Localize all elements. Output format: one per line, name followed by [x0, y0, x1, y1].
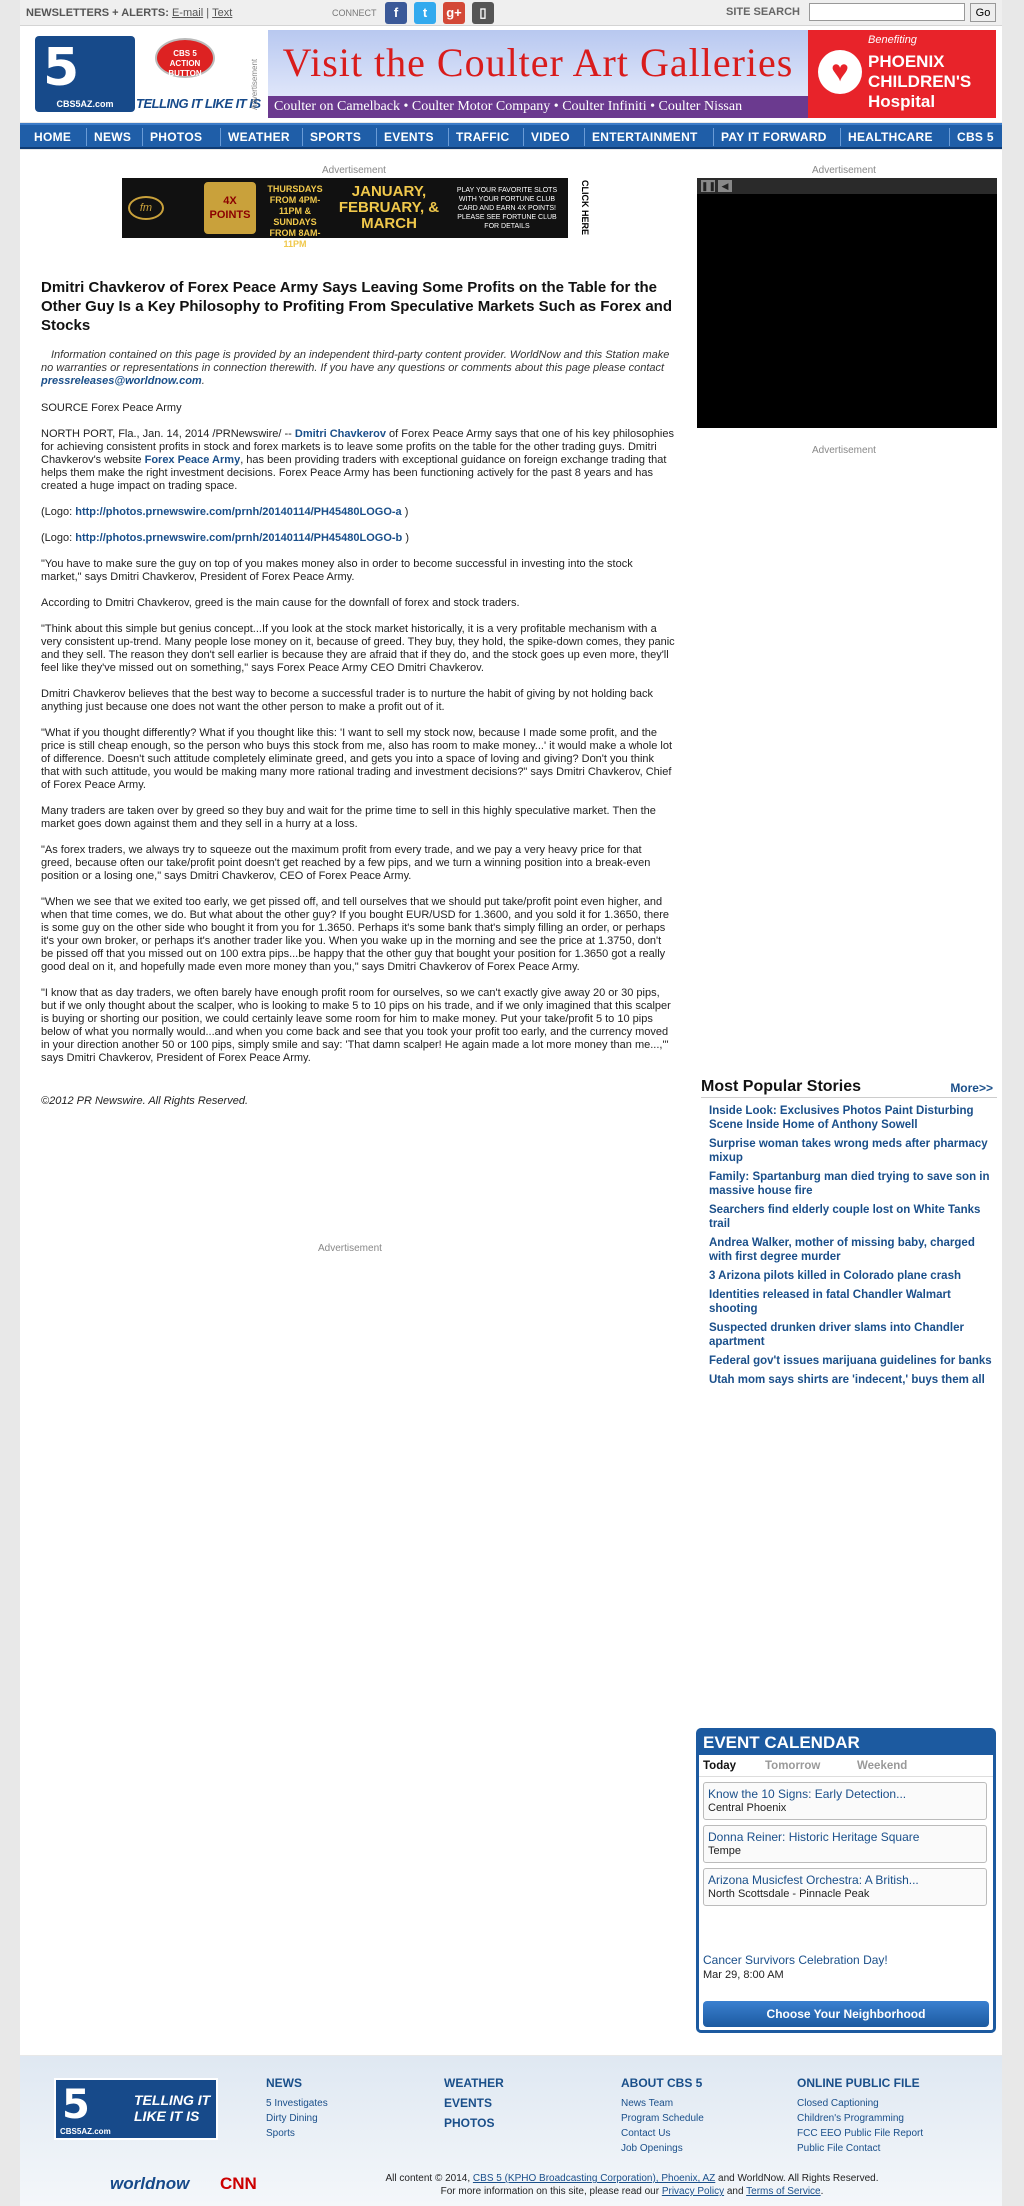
footer-link[interactable]: FCC EEO Public File Report — [797, 2128, 924, 2139]
nav-cbs-5[interactable]: CBS 5 — [957, 130, 994, 144]
footer-link[interactable]: Public File Contact — [797, 2143, 881, 2154]
article — [41, 278, 675, 1121]
fm-logo: fm — [128, 196, 164, 220]
ad-months: JANUARY, FEBRUARY, & MARCH — [338, 183, 440, 232]
popular-story-link[interactable]: Inside Look: Exclusives Photos Paint Disturbing Scene Inside Home of Anthony Sowell — [709, 1105, 974, 1131]
article-paragraph: "As forex traders, we always try to squeeze out the maximum profit from every trade, and we pay a very heavy price for that greed, because often our take/profit point doesn't get reached by a few pips, and we turn a winning position into a break-even position or a losing one," says Dmitri Chavkerov, CEO of Forex Peace Army. — [41, 844, 651, 882]
twitter-icon[interactable]: t — [414, 2, 436, 24]
article-source: SOURCE Forex Peace Army — [41, 402, 182, 414]
separator: | — [206, 7, 210, 19]
video-control-bar — [697, 178, 997, 194]
featured-event-date: Mar 29, 8:00 AM — [703, 1969, 784, 1981]
footer-link[interactable]: Job Openings — [621, 2143, 683, 2154]
site-footer — [20, 2056, 1002, 2206]
event-item[interactable] — [703, 1825, 987, 1863]
article-paragraph: "You have to make sure the guy on top of you makes money also in order to become successful in investing into the stock market," says Dmitri Chavkerov, President of Forex Peace Army. — [41, 558, 633, 583]
top-banner-ad[interactable] — [122, 178, 590, 249]
footer-logo[interactable] — [54, 2078, 218, 2140]
footer-events-heading[interactable]: EVENTS — [444, 2096, 493, 2110]
nav-separator — [86, 128, 87, 146]
nav-home[interactable]: HOME — [34, 130, 72, 144]
logo-b-link[interactable]: http://photos.prnewswire.com/prnh/20140114/PH45480LOGO-b — [75, 532, 403, 544]
event-item-location: Central Phoenix — [708, 1802, 787, 1814]
lede-text-c: , has been providing traders with exceptional guidance on foreign exchange trading that helps them make the right investment decisions. Forex Peace Army has been functioning actively for the past 8 years and has created a huge impact on trading space. — [41, 454, 667, 492]
nav-events[interactable]: EVENTS — [384, 130, 434, 144]
choose-neighborhood-button[interactable]: Choose Your Neighborhood — [703, 2001, 989, 2027]
copyright-text-a: All content © 2014, — [385, 2173, 473, 2184]
footer-logo-tagline: TELLING IT LIKE IT IS — [134, 2092, 211, 2124]
footer-opf-heading[interactable]: ONLINE PUBLIC FILE — [797, 2076, 920, 2090]
event-item[interactable] — [703, 1782, 987, 1820]
right-ad-label: Advertisement — [812, 445, 876, 456]
footer-about-column — [621, 2076, 704, 2156]
footer-link[interactable]: Children's Programming — [797, 2113, 904, 2124]
footer-logo-site: CBS5AZ.com — [60, 2127, 111, 2136]
logo-a-line — [41, 506, 675, 519]
search-go-button[interactable]: Go — [970, 3, 996, 22]
footer-bottom — [20, 2168, 1002, 2206]
worldnow-logo[interactable]: worldnow — [110, 2174, 190, 2193]
policy-period: . — [820, 2186, 824, 2197]
footer-weather-heading[interactable]: WEATHER — [444, 2076, 504, 2090]
event-item-title[interactable]: Donna Reiner: Historic Heritage Square — [708, 1830, 920, 1844]
footer-link[interactable]: Sports — [266, 2128, 295, 2139]
footer-link[interactable]: Closed Captioning — [797, 2098, 879, 2109]
footer-link[interactable]: Dirty Dining — [266, 2113, 318, 2124]
main-nav — [20, 123, 1002, 149]
top-bar — [20, 0, 1002, 26]
featured-event-title[interactable]: Cancer Survivors Celebration Day! — [703, 1953, 888, 1967]
policy-and: and — [724, 2186, 747, 2197]
popular-story-link[interactable]: Suspected drunken driver slams into Chandler apartment — [709, 1322, 964, 1348]
cbs5-kpho-link[interactable]: CBS 5 (KPHO Broadcasting Corporation), Phoenix, AZ — [472, 2173, 716, 2184]
nav-weather[interactable]: WEATHER — [228, 130, 290, 144]
google-plus-icon[interactable]: g+ — [443, 2, 465, 24]
action-button-logo[interactable]: CBS 5 ACTION BUTTON — [155, 38, 215, 78]
lede-text-a: NORTH PORT, Fla., Jan. 14, 2014 /PRNewswire/ -- — [41, 428, 295, 440]
banner-subtitle: Coulter on Camelback • Coulter Motor Company • Coulter Infiniti • Coulter Nissan — [268, 96, 808, 118]
lede-text-b: of Forex Peace Army says that one of his key philosophies for achieving consistent profits in stock and forex markets is to leave some profits on the table for the other trading guys. Dmitri Chavkerov's website — [41, 428, 674, 466]
forex-peace-army-link[interactable]: Forex Peace Army — [144, 454, 241, 466]
tab-today[interactable]: Today — [703, 1760, 737, 1772]
tab-tomorrow[interactable]: Tomorrow — [765, 1760, 821, 1772]
footer-opf-column — [797, 2076, 923, 2156]
disclaimer-text: Information contained on this page is provided by an independent third-party content provider. WorldNow and this Station make no warranties or representations in connection therewith. If you have any questions or comments about this page please contact — [41, 349, 670, 374]
mobile-icon[interactable]: ▯ — [472, 2, 494, 24]
footer-logo-number: 5 — [62, 2082, 88, 2128]
pressreleases-email-link[interactable]: pressreleases@worldnow.com — [41, 375, 202, 387]
nav-separator — [713, 128, 714, 146]
event-item-location: North Scottsdale - Pinnacle Peak — [708, 1888, 870, 1900]
footer-photos-heading[interactable]: PHOTOS — [444, 2116, 495, 2130]
ad-click-here[interactable]: CLICK HERE — [568, 178, 590, 238]
popular-story-link[interactable]: 3 Arizona pilots killed in Colorado plane crash — [709, 1270, 961, 1282]
banner-title: Visit the Coulter Art Galleries — [268, 30, 808, 96]
nav-separator — [523, 128, 524, 146]
main-content — [20, 150, 1002, 2055]
copyright: ©2012 PR Newswire. All Rights Reserved. — [41, 1095, 248, 1107]
nav-separator — [584, 128, 585, 146]
footer-about-heading[interactable]: ABOUT CBS 5 — [621, 2076, 703, 2090]
footer-news-column — [266, 2076, 328, 2141]
logo-a-link[interactable]: http://photos.prnewswire.com/prnh/20140114/PH45480LOGO-a — [75, 506, 402, 518]
popular-story-link[interactable]: Family: Spartanburg man died trying to save son in massive house fire — [709, 1171, 990, 1197]
popular-story-link[interactable]: Federal gov't issues marijuana guidelines for banks — [709, 1355, 992, 1367]
popular-story-link[interactable]: Surprise woman takes wrong meds after pharmacy mixup — [709, 1138, 988, 1164]
popular-story-link[interactable]: Utah mom says shirts are 'indecent,' buys them all — [709, 1374, 985, 1386]
logo-b-line — [41, 532, 675, 545]
nav-separator — [376, 128, 377, 146]
most-popular-more-link[interactable]: More>> — [950, 1081, 993, 1095]
connect-label: CONNECT — [332, 8, 377, 18]
logo-site: CBS5AZ.com — [56, 99, 114, 109]
header-banner-ad[interactable] — [268, 30, 996, 118]
nav-separator — [448, 128, 449, 146]
video-player[interactable] — [697, 178, 997, 428]
site-search-input[interactable] — [809, 3, 965, 21]
nav-video[interactable]: VIDEO — [531, 130, 570, 144]
logo-b-suffix: ) — [402, 532, 410, 544]
pause-icon[interactable]: ❚❚ — [701, 181, 717, 191]
footer-link[interactable]: News Team — [621, 2098, 674, 2109]
article-paragraph: Many traders are taken over by greed so they buy and wait for the prime time to sell in this highly speculative market. Then the market goes down against them and they sell in a hurry at a loss. — [41, 805, 656, 830]
email-alert-link[interactable]: E-mail — [171, 7, 204, 19]
copyright-text-b: and WorldNow. All Rights Reserved. — [715, 2173, 879, 2184]
article-paragraph: "Think about this simple but genius concept...If you look at the stock market historically, it is a very profitable mechanism with a very consistent up-trend. Many people lose money on it, because of greed. They buy, they hold, the spike-down comes, they panic and they sell. The reason they don't sell earlier is because they are afraid that if they do, and the stock goes up even more, they'll feel like they've missed out on something," says Forex Peace Army CEO Dmitri Chavkerov. — [41, 623, 675, 674]
nav-separator — [840, 128, 841, 146]
article-paragraph: "What if you thought differently? What if you thought like this: 'I want to sell my stock now, because I made some profit, and the price is still cheap enough, so the person who buys this stock from me, also has room to make money...' it would make a whole lot of difference. Doesn't such attitude completely eliminate greed, and gets you into a space of loving and giving? Don't you think that with such attitude, you would be making many more rational trading and investment decisions?" says Dmitri Chavkerov, Chief of Forex Peace Army. — [41, 727, 673, 791]
terms-of-service-link[interactable]: Terms of Service — [746, 2186, 821, 2197]
event-item[interactable] — [703, 1868, 987, 1906]
footer-link[interactable]: 5 Investigates — [266, 2098, 328, 2109]
footer-link[interactable]: Program Schedule — [621, 2113, 704, 2124]
previous-icon[interactable]: ◀ — [718, 180, 732, 192]
nav-photos[interactable]: PHOTOS — [150, 130, 203, 144]
event-tabs — [699, 1755, 993, 1777]
article-title: Dmitri Chavkerov of Forex Peace Army Says Leaving Some Profits on the Table for the Other Guy Is a Key Philosophy to Profiting From Speculative Markets Such as Forex and Stocks — [41, 279, 672, 334]
phoenix-childrens-ad — [808, 30, 996, 118]
hospital-name: PHOENIX CHILDREN'S Hospital — [868, 52, 972, 111]
most-popular-title: Most Popular Stories — [701, 1078, 862, 1095]
heart-icon: ♥ — [818, 50, 862, 94]
video-ad-label: Advertisement — [812, 165, 876, 176]
popular-story-link[interactable]: Identities released in fatal Chandler Walmart shooting — [709, 1289, 951, 1315]
most-popular-list — [701, 1098, 997, 1387]
article-paragraph: "I know that as day traders, we often barely have enough profit room for ourselves, so we can't exactly give away 20 or 30 pips, but if we only thought about the scalper, who is looking to make 5 to 10 pips on his trade, and if we only imagined that this scalper is buying or shorting our position, we could certainly leave some room for him to make money. Put your take/profit 5 to 10 pips below of what you normally would...and when you come back and see that you took your profit too early, and the currency moved in your direction another 50 or 100 pips, simply smile and say: 'That damn scalper! He again made a lot more money than me...,'" says Dmitri Chavkerov, President of Forex Peace Army. — [41, 987, 671, 1064]
ad-play-text: PLAY YOUR FAVORITE SLOTS WITH YOUR FORTUNE CLUB CARD AND EARN 4X POINTS! PLEASE SEE FORTUNE CLUB FOR DETAILS — [456, 187, 558, 230]
disclaimer: Information contained on this page is provided by an independent third-party content provider. WorldNow and this Station make no warranties or representations in connection therewith. If you have any questions or comments about this page please contact pressreleases@worldnow.com. — [41, 349, 670, 387]
event-item-title[interactable]: Arizona Musicfest Orchestra: A British... — [708, 1873, 919, 1887]
site-header — [20, 26, 1002, 122]
newsletters-label: NEWSLETTERS + ALERTS: — [26, 7, 169, 19]
event-calendar-title: EVENT CALENDAR — [699, 1731, 993, 1755]
text-alert-link[interactable]: Text — [212, 7, 233, 19]
article-paragraph: According to Dmitri Chavkerov, greed is the main cause for the downfall of forex and stock traders. — [41, 597, 520, 609]
newsletters-alerts — [26, 7, 232, 19]
popular-story-link[interactable]: Searchers find elderly couple lost on White Tanks trail — [709, 1204, 981, 1230]
logo-number: 5 — [43, 38, 77, 98]
cnn-logo[interactable]: CNN — [220, 2174, 257, 2193]
article-lede — [41, 428, 675, 493]
tab-weekend[interactable]: Weekend — [857, 1760, 908, 1772]
article-paragraph: Dmitri Chavkerov believes that the best way to become a successful trader is to nurture the habit of giving by not holding back anything just because one does not want the other person to make a profit out of it. — [41, 688, 654, 713]
most-popular-header — [701, 1076, 997, 1098]
policy-text: For more information on this site, please read our — [440, 2186, 662, 2197]
nav-traffic[interactable]: TRAFFIC — [456, 130, 510, 144]
most-popular-stories — [701, 1076, 997, 1392]
nav-news[interactable]: NEWS — [94, 130, 132, 144]
dmitri-chavkerov-link[interactable]: Dmitri Chavkerov — [294, 428, 386, 440]
bottom-ad-label: Advertisement — [318, 1243, 382, 1254]
article-paragraph: "When we see that we exited too early, we get pissed off, and tell ourselves that we should put take/profit point even higher, and when that time comes, we do. But what about the other guy? If you bought EUR/USD for 1.3600, and you sold it for 1.3650, there is some guy on the other side who bought it from you for 1.3650. Perhaps it's some bank that's simply filling an order, or perhaps it's your own broker, or perhaps it's another trader like you. When you wake up in the morning and see the price at 1.3750, don't be pissed off that you missed out on 100 extra pips...be happy that the other guy that bought your position for 1.3650 got a really good deal on it, and hopefully made even more money than you," says Dmitri Chavkerov of Forex Peace Army. — [41, 896, 669, 973]
cbs5-logo[interactable] — [35, 36, 135, 112]
top-ad-label: Advertisement — [322, 165, 386, 176]
nav-separator — [949, 128, 950, 146]
nav-healthcare[interactable]: HEALTHCARE — [848, 130, 933, 144]
nav-sports[interactable]: SPORTS — [310, 130, 362, 144]
event-item-title[interactable]: Know the 10 Signs: Early Detection... — [708, 1787, 907, 1801]
footer-news-heading[interactable]: NEWS — [266, 2076, 302, 2090]
footer-link[interactable]: Contact Us — [621, 2128, 671, 2139]
nav-entertainment[interactable]: ENTERTAINMENT — [592, 130, 698, 144]
header-ad-label: Advertisement — [250, 58, 259, 110]
nav-pay-it-forward[interactable]: PAY IT FORWARD — [721, 130, 827, 144]
site-search-label: SITE SEARCH — [726, 6, 800, 18]
tagline: TELLING IT LIKE IT IS — [136, 96, 261, 111]
nav-separator — [142, 128, 143, 146]
nav-separator — [302, 128, 303, 146]
footer-weather-column — [444, 2076, 504, 2136]
facebook-icon[interactable]: f — [385, 2, 407, 24]
nav-separator — [220, 128, 221, 146]
popular-story-link[interactable]: Andrea Walker, mother of missing baby, charged with first degree murder — [709, 1237, 975, 1263]
4x-points-badge: 4X POINTS — [204, 182, 256, 234]
logo-a-suffix: ) — [401, 506, 409, 518]
featured-event[interactable] — [703, 1953, 888, 1981]
footer-copyright — [282, 2172, 982, 2198]
logo-a-prefix: (Logo: — [41, 506, 76, 518]
event-item-location: Tempe — [708, 1845, 742, 1857]
ad-days: THURSDAYS FROM 4PM-11PM & SUNDAYS FROM 8AM-11PM — [267, 184, 323, 249]
logo-b-prefix: (Logo: — [41, 532, 76, 544]
privacy-policy-link[interactable]: Privacy Policy — [661, 2186, 725, 2197]
benefiting-label: Benefiting — [868, 34, 917, 46]
event-calendar — [696, 1728, 996, 2033]
